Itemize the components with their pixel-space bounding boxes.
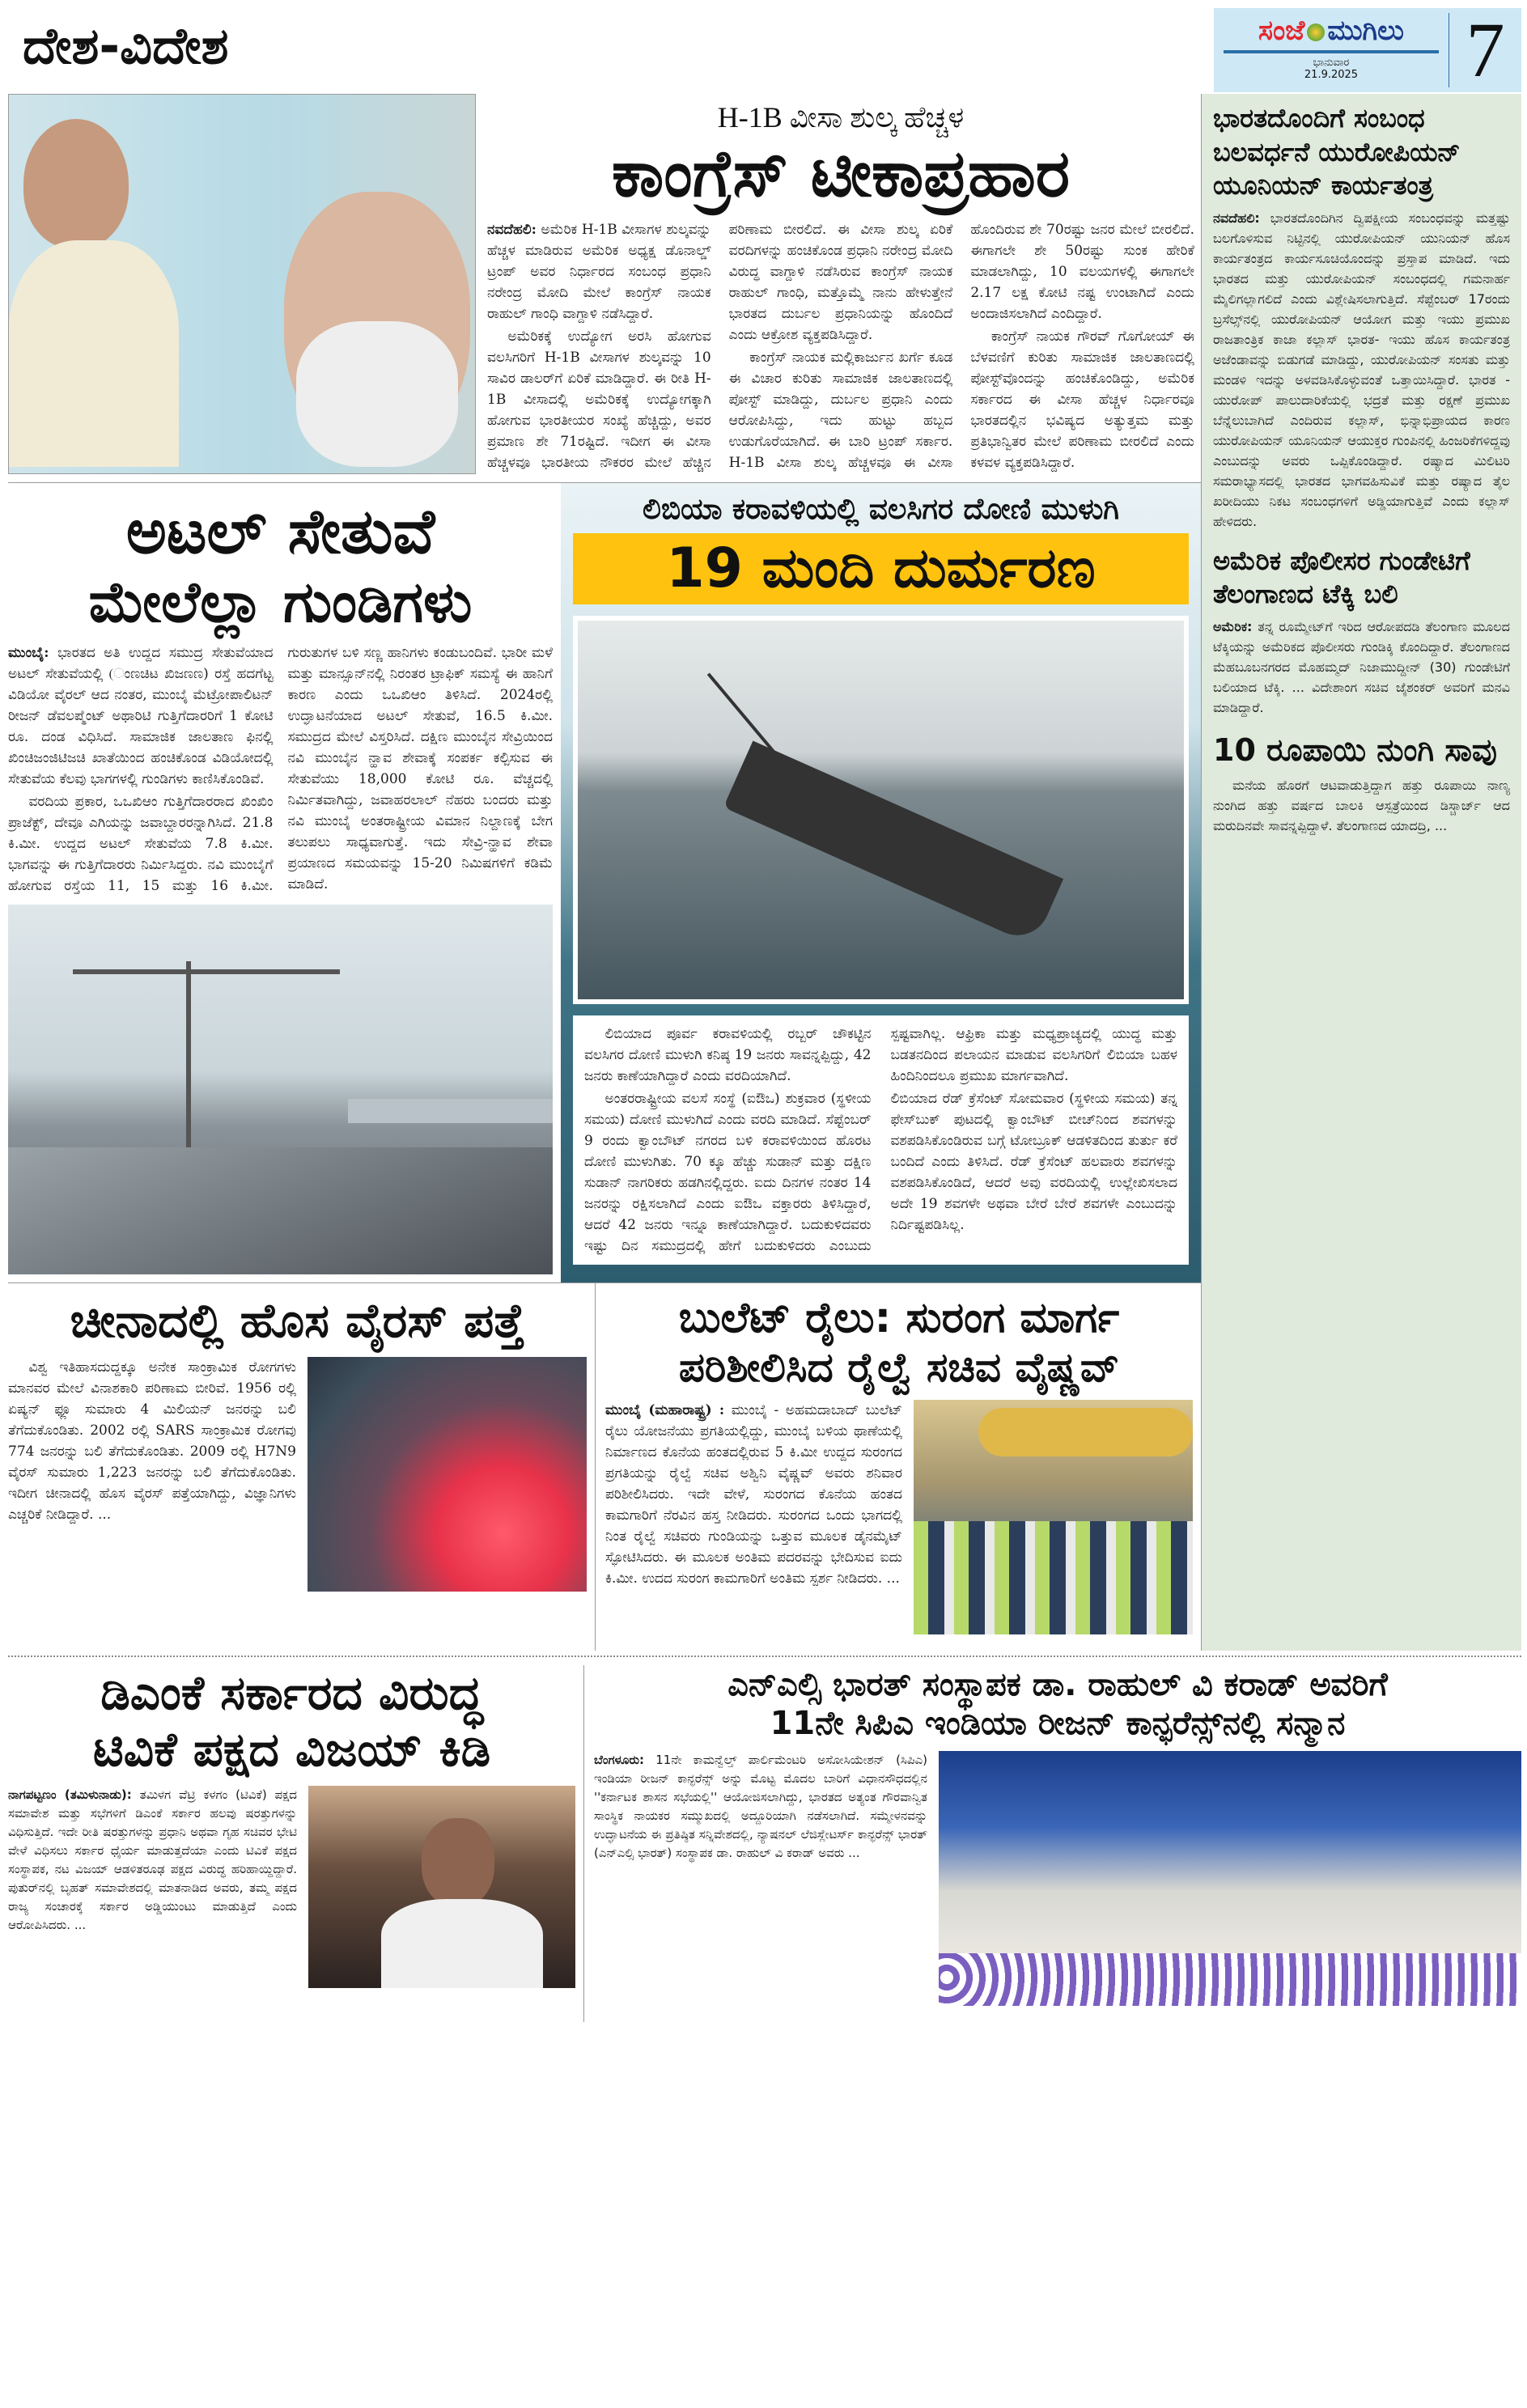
sinking-ship-photo [573,616,1189,1004]
libya-body [573,1015,1189,1265]
atal-bridge-photo [8,905,553,1274]
cpa-conference-photo [939,1751,1521,2006]
masthead-name: ಮುಗಿಲು [1327,15,1404,47]
karad-article [584,1665,1521,2022]
masthead-day: ಭಾನುವಾರ [1313,57,1350,69]
karad-text: 11ನೇ ಕಾಮನ್ವೆಲ್ತ್ ಪಾರ್ಲಿಮೆಂಟರಿ ಅಸೋಸಿಯೇಶನ್ (ಸಿಪಿಎ) ಇಂಡಿಯಾ ರೀಜನ್ ಕಾನ್ಫರೆನ್ಸ್ ಅನ್ನು ಮೊಟ್ಟ ಮೊದಲ ಬಾರಿಗೆ ವಿಧಾನಸೌಧದಲ್ಲಿನ ''ಕರ್ನಾಟಕ ಶಾಸನ ಸಭೆಯಲ್ಲಿ'' ಆಯೋಜಿಸಲಾಗಿದ್ದು, ಭಾರತದ ಅತ್ಯಂತ ಗೌರವಾನ್ವಿತ ಸಾಂಸ್ಥಿಕ ನಾಯಕರ ಸಮ್ಮುಖದಲ್ಲಿ ಅದ್ದೂರಿಯಾಗಿ ನಡೆಸಲಾಗಿದೆ. ಸಮ್ಮೇಳನವನ್ನು ಉದ್ಘಾಟನೆಯ ಈ ಪ್ರತಿಷ್ಠಿತ ಸನ್ನಿವೇಶದಲ್ಲಿ, ನ್ಯಾಷನಲ್ ಲೆಜಿಸ್ಲೇಟರ್ಸ್ ಕಾನ್ಫರೆನ್ಸ್ ಭಾರತ್ (ಎನ್‌ಎಲ್ಸಿ ಭಾರತ್) ಸಂಸ್ಥಾಪಕ ಡಾ. ರಾಹುಲ್ ವಿ ಕರಾಡ್ ಅವರು ... [594,1753,927,1861]
masthead-date: 21.9.2025 [1304,69,1359,81]
dmk-headline-line2: ಟಿವಿಕೆ ಪಕ್ಷದ ವಿಜಯ್ ಕಿಡಿ [92,1721,491,1777]
dmk-article [8,1665,584,2022]
masthead [1214,8,1521,92]
karad-headline-line2: 11ನೇ ಸಿಪಿಎ ಇಂಡಿಯಾ ರೀಜನ್ ಕಾನ್ಫರೆನ್ಸ್‌ನಲ್ಲಿ ಸನ್ಮಾನ [770,1705,1346,1743]
sun-logo-icon [1307,23,1325,41]
bullet-headline-line2: ಪರಿಶೀಲಿಸಿದ ರೈಲ್ವೆ ಸಚಿವ ವೈಷ್ಣವ್ [678,1344,1120,1392]
atal-para: ಭಾರತದ ಅತಿ ಉದ್ದದ ಸಮುದ್ರ ಸೇತುವೆಯಾದ ಅಟಲ್ ಸೇತುವೆಯಲ್ಲಿ (ಂಣಚಿಟ ಖಿಜಣಣ) ರಸ್ತೆ ಹದಗೆಟ್ಟ ವಿಡಿಯೋ ವೈರಲ್ ಆದ ನಂತರ, ಮುಂಬೈ ಮೆಟ್ರೋಪಾಲಿಟನ್ ರೀಜನ್ ಡೆವಲಪ್ಮೆಂಟ್ ಅಥಾರಿಟಿ ಗುತ್ತಿಗೆದಾರರಿಗೆ 1 ಕೋಟಿ ರೂ. ದಂಡ ವಿಧಿಸಿದೆ. ಸಾಮಾಜಿಕ ಜಾಲತಾಣ ಫಿನಲ್ಲಿ ಖಿಂಚಿಜಂಜಿಟಿಜಚಿ ಖಾತೆಯಿಂದ ಹಂಚಿಕೊಂಡ ವಿಡಿಯೋದಲ್ಲಿ ಸೇತುವೆಯ ಕೆಲವು ಭಾಗಗಳಲ್ಲಿ ಗುಂಡಿಗಳು ಕಾಣಿಸಿಕೊಂಡಿವೆ. [8,644,274,787]
libya-para: ಅಂತರರಾಷ್ಟ್ರೀಯ ವಲಸೆ ಸಂಸ್ಥೆ (ಐಔಒ) ಶುಕ್ರವಾರ (ಸ್ಥಳೀಯ ಸಮಯ) ದೋಣಿ ಮುಳುಗಿದೆ ಎಂದು ವರದಿ ಮಾಡಿದೆ. ಸೆಪ್ಟೆಂಬರ್ 9 ರಂದು ಕ್ವಾಂಬೌಟ್ ನಗರದ ಬಳಿ ಕರಾವಳಿಯಿಂದ ಹೊರಟ ದೋಣಿ ಮುಳುಗಿತು. 70 ಕ್ಕೂ ಹೆಚ್ಚು ಸುಡಾನ್ ಮತ್ತು ದಕ್ಷಿಣ ಸುಡಾನ್ ನಾಗರಿಕರು ಹಡಗಿನಲ್ಲಿದ್ದರು. ಐದು ದಿನಗಳ ನಂತರ 14 ಜನರನ್ನು ರಕ್ಷಿಸಲಾಗಿದೆ ಎಂದು ಐಔಒ ವಕ್ತಾರರು ತಿಳಿಸಿದ್ದಾರೆ, ಆದರೆ 42 ಜನರು ಇನ್ನೂ ಕಾಣೆಯಾಗಿದ್ದಾರೆ. ಬದುಕುಳಿದವರು ಇಷ್ಟು ದಿನ ಸಮುದ್ರದಲ್ಲಿ ಹೇಗೆ ಬದುಕುಳಿದರು ಎಂಬುದು ಸ್ಪಷ್ಟವಾಗಿಲ್ಲ. ಆಫ್ರಿಕಾ ಮತ್ತು ಮಧ್ಯಪ್ರಾಚ್ಯದಲ್ಲಿ ಯುದ್ಧ ಮತ್ತು ಬಡತನದಿಂದ ಪಲಾಯನ ಮಾಡುವ ವಲಸಿಗರಿಗೆ ಲಿಬಿಯಾ ಬಹಳ ಹಿಂದಿನಿಂದಲೂ ಪ್ರಮುಖ ಮಾರ್ಗವಾಗಿದೆ. [584,1026,1177,1255]
coin-body: ಮನೆಯ ಹೊರಗೆ ಆಟವಾಡುತ್ತಿದ್ದಾಗ ಹತ್ತು ರೂಪಾಯಿ ನಾಣ್ಯ ನುಂಗಿದ ಹತ್ತು ವರ್ಷದ ಬಾಲಕಿ ಆಸ್ಪತ್ರೆಯಿಂದ ಡಿಸ್ಚಾರ್ಜ್ ಆದ ಮರುದಿನವೇ ಸಾವನ್ನಪ್ಪಿದ್ದಾಳೆ. ತೆಲಂಗಾಣದ ಯಾದದ್ರಿ, ... [1213,778,1510,834]
h1b-dateline: ನವದೆಹಲಿ: [487,222,537,238]
h1b-para: ಅಮೆರಿಕ H-1B ವೀಸಾಗಳ ಶುಲ್ಕವನ್ನು ಹೆಚ್ಚಳ ಮಾಡಿರುವ ಅಮೆರಿಕ ಅಧ್ಯಕ್ಷ ಡೊನಾಲ್ಡ್ ಟ್ರಂಪ್ ಅವರ ನಿರ್ಧಾರದ ಸಂಬಂಧ ಪ್ರಧಾನಿ ನರೇಂದ್ರ ಮೋದಿ ಮೇಲೆ ಕಾಂಗ್ರೆಸ್ ನಾಯಕ ರಾಹುಲ್ ಗಾಂಧಿ ವಾಗ್ದಾಳಿ ನಡೆಸಿದ್ದಾರೆ. [487,222,711,322]
karad-dateline: ಬೆಂಗಳೂರು: [594,1753,645,1768]
page-header [8,0,1521,94]
dmk-headline-line1: ಡಿಎಂಕೆ ಸರ್ಕಾರದ ವಿರುದ್ಧ [100,1665,483,1721]
sidebar [1202,94,1521,1651]
bullet-text: ಮುಂಬೈ - ಅಹಮದಾಬಾದ್ ಬುಲೆಟ್ ರೈಲು ಯೋಜನೆಯು ಪ್ರಗತಿಯಲ್ಲಿದ್ದು, ಮುಂಬೈ ಬಳಿಯ ಥಾಣೆಯಲ್ಲಿ ನಿರ್ಮಾಣದ ಕೊನೆಯ ಹಂತದಲ್ಲಿರುವ 5 ಕಿ.ಮೀ ಉದ್ದದ ಸುರಂಗದ ಪ್ರಗತಿಯನ್ನು ರೈಲ್ವೆ ಸಚಿವ ಅಶ್ವಿನಿ ವೈಷ್ಣವ್ ಅವರು ಶನಿವಾರ ಪರಿಶೀಲಿಸಿದರು. ಇದೇ ವೇಳೆ, ಸುರಂಗದ ಕೊನೆಯ ಹಂತದ ಕಾಮಗಾರಿಗೆ ನೆರವಿನ ಹಸ್ತ ನೀಡಿದರು. ಸುರಂಗದ ಒಂದು ಭಾಗದಲ್ಲಿ ನಿಂತ ರೈಲ್ವೆ ಸಚಿವರು ಗುಂಡಿಯನ್ನು ಒತ್ತುವ ಮೂಲಕ ಡೈನಮೈಟ್ ಸ್ಫೋಟಿಸಿದರು. ಈ ಮೂಲಕ ಅಂತಿಮ ಪದರವನ್ನು ಭೇದಿಸುವ ಐದು ಕಿ.ಮೀ. ಉದದ ಸುರಂಗ ಕಾಮಗಾರಿಗೆ ಅಂತಿಮ ಸ್ಪರ್ಶ ನೀಡಿದರು. ... [605,1402,903,1588]
bullet-dateline: ಮುಂಬೈ (ಮಹಾರಾಷ್ಟ್ರ) : [605,1402,725,1419]
eu-body [1213,208,1510,532]
eu-headline: ಭಾರತದೊಂದಿಗೆ ಸಂಬಂಧ ಬಲವರ್ಧನೆ ಯುರೋಪಿಯನ್ ಯೂನಿಯನ್ ಕಾರ್ಯತಂತ್ರ [1213,103,1461,201]
libya-headline: 19 ಮಂದಿ ದುರ್ಮರಣ [573,533,1189,604]
telangana-text: ತನ್ನ ರೂಮ್ಮೇಟ್‌ಗೆ ಇರಿದ ಆರೋಪದಡಿ ತೆಲಂಗಾಣ ಮೂಲದ ಟೆಕ್ಕಿಯನ್ನು ಅಮೆರಿಕದ ಪೊಲೀಸರು ಗುಂಡಿಕ್ಕಿ ಕೊಂದಿದ್ದಾರೆ. ತೆಲಂಗಾಣದ ಮೆಹಬೂಬನಗರದ ಮೊಹಮ್ಮದ್ ನಿಜಾಮುದ್ದೀನ್ (30) ಗುಂಡೇಟಿಗೆ ಬಲಿಯಾದ ಟೆಕ್ಕಿ. ... ವಿದೇಶಾಂಗ ಸಚಿವ ಜೈಶಂಕರ್ ಅವರಿಗೆ ಮನವಿ ಮಾಡಿದ್ದಾರೆ. [1213,618,1510,715]
karad-headline-line1: ಎನ್‌ಎಲ್ಸಿ ಭಾರತ್ ಸಂಸ್ಥಾಪಕ ಡಾ. ರಾಹುಲ್ ವಿ ಕರಾಡ್ ಅವರಿಗೆ [727,1666,1388,1704]
h1b-article [476,94,1201,474]
libya-para: ಲಿಬಿಯಾದ ಪೂರ್ವ ಕರಾವಳಿಯಲ್ಲಿ ರಬ್ಬರ್ ಚೌಕಟ್ಟಿನ ವಲಸಿಗರ ದೋಣಿ ಮುಳುಗಿ ಕನಿಷ್ಠ 19 ಜನರು ಸಾವನ್ನಪ್ಪಿದ್ದು, 42 ಜನರು ಕಾಣೆಯಾಗಿದ್ದಾರೆ ಎಂದು ವರದಿಯಾಗಿದೆ. [584,1026,872,1085]
tunnel-inspection-photo [914,1400,1193,1634]
page-number: 7 [1465,6,1505,93]
atal-headline-line1: ಅಟಲ್ ಸೇತುವೆ [125,494,435,567]
section-title: ದೇಶ-ವಿದೇಶ [23,16,229,75]
telangana-headline: ಅಮೆರಿಕ ಪೊಲೀಸರ ಗುಂಡೇಟಿಗೆ ತೆಲಂಗಾಣದ ಟೆಕ್ಕಿ ಬಲಿ [1213,545,1470,610]
china-article [8,1283,596,1651]
bullet-article [596,1283,1201,1651]
atal-article [8,483,561,1282]
h1b-body [487,219,1194,474]
atal-para: ವರದಿಯ ಪ್ರಕಾರ, ಒಒಖಿಆಂ ಗುತ್ತಿಗೆದಾರರಾದ ಖಿಂಖಿಂ ಪ್ರಾಜೆಕ್ಟ್, ದೇವೂ ಎಗಿಯನ್ನು ಜವಾಬ್ದಾರರನ್ನಾಗಿಸಿದೆ. 21.8 ಕಿ.ಮೀ. ಉದ್ದದ ಅಟಲ್ ಸೇತುವೆಯ 7.8 ಕಿ.ಮೀ. ಭಾಗವನ್ನು ಈ ಗುತ್ತಿಗೆದಾರರು ನಿರ್ಮಿಸಿದ್ದರು. ನವಿ ಮುಂಬೈಗೆ ಹೋಗುವ ರಸ್ತೆಯ 11, 15 ಮತ್ತು 16 ಕಿ.ಮೀ. ಗುರುತುಗಳ ಬಳಿ ಸಣ್ಣ ಹಾನಿಗಳು ಕಂಡುಬಂದಿವೆ. ಭಾರೀ ಮಳೆ ಮತ್ತು ಮಾನ್ಸೂನ್‌ನಲ್ಲಿ ನಿರಂತರ ಟ್ರಾಫಿಕ್ ಸಮಸ್ಯೆ ಈ ಹಾನಿಗೆ ಕಾರಣ ಎಂದು ಒಒಖಿಆಂ ತಿಳಿಸಿದೆ. 2024ರಲ್ಲಿ ಉದ್ಘಾಟನೆಯಾದ ಅಟಲ್ ಸೇತುವೆ, 16.5 ಕಿ.ಮೀ. ಸಮುದ್ರದ ಮೇಲೆ ವಿಸ್ತರಿಸಿದೆ. ದಕ್ಷಿಣ ಮುಂಬೈನ ಸೇವ್ರಿಯಿಂದ ನವಿ ಮುಂಬೈನ ನ್ಹಾವ ಶೇವಾಕ್ಕೆ ಸಂಪರ್ಕ ಕಲ್ಪಿಸುವ ಈ ಸೇತುವೆಯು 18,000 ಕೋಟಿ ರೂ. ವೆಚ್ಚದಲ್ಲಿ ನಿರ್ಮಿತವಾಗಿದ್ದು, ಜವಾಹರಲಾಲ್ ನೆಹರು ಬಂದರು ಮತ್ತು ನವಿ ಮುಂಬೈ ಅಂತರಾಷ್ಟ್ರೀಯ ವಿಮಾನ ನಿಲ್ದಾಣಕ್ಕೆ ಬೇಗ ತಲುಪಲು ಸಾಧ್ಯವಾಗುತ್ತೆ. ಇದು ಸೇವ್ರಿ-ನ್ಹಾವ ಶೇವಾ ಪ್ರಯಾಣದ ಸಮಯವನ್ನು 15-20 ನಿಮಿಷಗಳಿಗೆ ಕಡಿಮೆ ಮಾಡಿದೆ. [8,644,553,894]
libya-para: ಲಿಬಿಯಾದ ರೆಡ್ ಕ್ರೆಸೆಂಟ್ ಸೋಮವಾರ (ಸ್ಥಳೀಯ ಸಮಯ) ತನ್ನ ಫೇಸ್‌ಬುಕ್ ಪುಟದಲ್ಲಿ ಕ್ವಾಂಬೌಟ್ ಬೀಚ್‌ನಿಂದ ಶವಗಳನ್ನು ವಶಪಡಿಸಿಕೊಂಡಿರುವ ಬಗ್ಗೆ ಟೋಬ್ರೂಕ್ ಆಡಳಿತದಿಂದ ತುರ್ತು ಕರೆ ಬಂದಿದೆ ಎಂದು ತಿಳಿಸಿದೆ. ರೆಡ್ ಕ್ರೆಸೆಂಟ್ ಹಲವಾರು ಶವಗಳನ್ನು ವಶಪಡಿಸಿಕೊಂಡಿದೆ, ಆದರೆ ಅವು ವರದಿಯಲ್ಲಿ ಉಲ್ಲೇಖಿಸಲಾದ ಅದೇ 19 ಶವಗಳೇ ಅಥವಾ ಬೇರೆ ಬೇರೆ ಶವಗಳೇ ಎಂಬುದನ್ನು ನಿರ್ದಿಷ್ಟಪಡಿಸಿಲ್ಲ. [890,1091,1177,1234]
telangana-dateline: ಅಮೆರಿಕ: [1213,618,1253,634]
h1b-para: ಅಮೆರಿಕಕ್ಕೆ ಉದ್ಯೋಗ ಅರಸಿ ಹೋಗುವ ವಲಸಿಗರಿಗೆ H-1B ವೀಸಾಗಳ ಶುಲ್ಕವನ್ನು 10 ಸಾವಿರ ಡಾಲರ್‌ಗೆ ಏರಿಕೆ ಮಾಡಿದ್ದಾರೆ. ಈ ರೀತಿ H-1B ವೀಸಾದಲ್ಲಿ ಅಮೆರಿಕಕ್ಕೆ ಉದ್ಯೋಗಕ್ಕಾಗಿ ಹೋಗುವ ಭಾರತೀಯರ ಸಂಖ್ಯೆ ಹೆಚ್ಚಿದ್ದು, ಅವರ ಪ್ರಮಾಣ ಶೇ 71ರಷ್ಟಿದೆ. ಇದೀಗ ಈ ವೀಸಾ ಹೆಚ್ಚಳವೂ ಭಾರತೀಯ ನೌಕರರ ಮೇಲೆ ಹೆಚ್ಚಿನ ಪರಿಣಾಮ ಬೀರಲಿದೆ. ಈ ವೀಸಾ ಶುಲ್ಕ ಏರಿಕೆ ವರದಿಗಳನ್ನು ಹಂಚಿಕೊಂಡ ಪ್ರಧಾನಿ ನರೇಂದ್ರ ಮೋದಿ ವಿರುದ್ಧ ವಾಗ್ದಾಳಿ ನಡೆಸಿರುವ ಕಾಂಗ್ರೆಸ್ ನಾಯಕ ರಾಹುಲ್ ಗಾಂಧಿ, ಮತ್ತೊಮ್ಮೆ ನಾನು ಹೇಳುತ್ತೇನೆ ಭಾರತದ ದುರ್ಬಲ ಪ್ರಧಾನಿಯನ್ನು ಹೊಂದಿದೆ ಎಂದು ಆಕ್ರೋಶ ವ್ಯಕ್ತಪಡಿಸಿದ್ದಾರೆ. [487,222,953,471]
atal-dateline: ಮುಂಬೈ: [8,644,49,661]
telangana-body [1213,617,1510,718]
h1b-kicker: H-1B ವೀಸಾ ಶುಲ್ಕ ಹೆಚ್ಚಳ [717,101,965,134]
coin-headline: 10 ರೂಪಾಯಿ ನುಂಗಿ ಸಾವು [1213,731,1497,768]
masthead-name-red: ಸಂಜೆ [1258,15,1305,47]
rahul-modi-photo [8,94,476,474]
dmk-dateline: ನಾಗಪಟ್ಟಣಂ (ತಮಿಳುನಾಡು): [8,1787,132,1803]
libya-article [561,483,1201,1282]
vijay-photo [308,1786,575,1988]
eu-text: ಭಾರತದೊಂದಿಗಿನ ದ್ವಿಪಕ್ಷೀಯ ಸಂಬಂಧವನ್ನು ಮತ್ತಷ್ಟು ಬಲಗೊಳಿಸುವ ನಿಟ್ಟಿನಲ್ಲಿ ಯುರೋಪಿಯನ್ ಯುನಿಯನ್ ಹೊಸ ಕಾರ್ಯತಂತ್ರದ ಕಾರ್ಯಸೂಚಿಯೊಂದನ್ನು ಪ್ರಸ್ತಾಪ ಮಾಡಿದೆ. ಇದು ಭಾರತದ ಮತ್ತು ಯುರೋಪಿಯನ್ ಸಂಬಂಧದಲ್ಲಿ ಗಮನಾರ್ಹ ಮೈಲಿಗಲ್ಲಾಗಲಿದೆ ಎಂದು ವಿಶ್ಲೇಷಿಸಲಾಗುತ್ತಿದೆ. ಸೆಪ್ಟೆಂಬರ್ 17ರಂದು ಬ್ರಸೆಲ್ಸ್‌ನಲ್ಲಿ ಯುರೋಪಿಯನ್ ಆಯೋಗ ಮತ್ತು ಇಯು ಪ್ರಮುಖ ರಾಜತಾಂತ್ರಿಕ ಕಾಜಾ ಕಲ್ಲಾಸ್ ಭಾರತ- ಇಯು ಹೊಸ ಕಾರ್ಯತಂತ್ರ ಅಜೆಂಡಾವನ್ನು ಬಿಡುಗಡೆ ಮಾಡಿದ್ದು, ಯುರೋಪಿಯನ್ ಸಂಸತು ಮತ್ತು ಮಂಡಳಿ ಇದನ್ನು ಅಳವಡಿಸಿಕೊಳ್ಳುವಂತೆ ಒತ್ತಾಯಿಸಿದ್ದಾರೆ. ಭಾರತ - ಯುರೋಪ್ ಪಾಲುದಾರಿಕೆಯಲ್ಲಿ ಭದ್ರತೆ ಮತ್ತು ರಕ್ಷಣೆ ಪ್ರಮುಖ ಬೆನ್ನೆಲುಬಾಗಿದೆ ಎಂದಿರುವ ಕಲ್ಲಾಸ್, ಭಿನ್ನಾಭಿಪ್ರಾಯದ ಕಾರಣ ಯುರೋಪಿಯನ್ ಯೂನಿಯನ್ ಆಯುಕ್ತರ ಗುಂಪಿನಲ್ಲಿ ಹಿಂಜರಿಕೆಗಳಿದ್ದವು ಎಂಬುದನ್ನು ಅವರು ಒಪ್ಪಿಕೊಂಡಿದ್ದಾರೆ. ರಷ್ಯಾದ ಮಿಲಿಟರಿ ಸಮರಾಭ್ಯಾಸದಲ್ಲಿ ಭಾರತದ ಭಾಗವಹಿಸುವಿಕೆ ಮತ್ತು ರಷ್ಯಾದ ತೈಲ ಖರೀದಿಯು ನಿಕಟ ಸಂಬಂಧಗಳಿಗೆ ಅಡ್ಡಿಯಾಗುತ್ತಿವೆ ಎಂದು ಕಲ್ಲಾಸ್ ಹೇಳಿದರು. [1213,210,1510,529]
china-headline: ಚೀನಾದಲ್ಲಿ ಹೊಸ ವೈರಸ್ ಪತ್ತೆ [70,1292,525,1348]
dmk-text: ತಮಿಳಗ ವೆಟ್ರಿ ಕಳಗಂ (ಟಿವಿಕೆ) ಪಕ್ಷದ ಸಮಾವೇಶ ಮತ್ತು ಸಭೆಗಳಿಗೆ ಡಿಎಂಕೆ ಸರ್ಕಾರ ಹಲವು ಷರತ್ತುಗಳನ್ನು ವಿಧಿಸುತ್ತಿದೆ. ಇದೇ ರೀತಿ ಷರತ್ತುಗಳನ್ನು ಪ್ರಧಾನಿ ಅಥವಾ ಗೃಹ ಸಚಿವರ ಭೇಟಿ ವೇಳೆ ವಿಧಿಸಲು ಸರ್ಕಾರ ಧೈರ್ಯ ಮಾಡುತ್ತದೆಯಾ ಎಂದು ಟಿವಿಕೆ ಪಕ್ಷದ ಸಂಸ್ಥಾಪಕ, ನಟ ವಿಜಯ್ ಆಡಳಿತರೂಢ ಪಕ್ಷದ ವಿರುದ್ಧ ಹರಿಹಾಯ್ದಿದ್ದಾರೆ. ಪುತುರ್‌ನಲ್ಲಿ ಬೃಹತ್ ಸಮಾವೇಶದಲ್ಲಿ ಮಾತನಾಡಿದ ಅವರು, ತಮ್ಮ ಪಕ್ಷದ ರಾಜ್ಯ ಸಂಚಾರಕ್ಕೆ ಸರ್ಕಾರ ಅಡ್ಡಿಯುಂಟು ಮಾಡುತ್ತಿದೆ ಎಂದು ಆರೋಪಿಸಿದರು. ... [8,1787,297,1933]
eu-dateline: ನವದೆಹಲಿ: [1213,210,1260,226]
h1b-headline: ಕಾಂಗ್ರೆಸ್ ಟೀಕಾಪ್ರಹಾರ [611,136,1071,211]
h1b-para: ಕಾಂಗ್ರೆಸ್ ನಾಯಕ ಗೌರವ್ ಗೊಗೋಯ್ ಈ ಬೆಳವಣಿಗೆ ಕುರಿತು ಸಾಮಾಜಿಕ ಜಾಲತಾಣದಲ್ಲಿ ಪೋಸ್ಟ್‌ವೊಂದನ್ನು ಹಂಚಿಕೊಂಡಿದ್ದು, ಅಮೆರಿಕ ಸರ್ಕಾರದ ಈ ವೀಸಾ ಹೆಚ್ಚಳ ನಿರ್ಧಾರವೂ ಭಾರತದಲ್ಲಿನ ಭವಿಷ್ಯದ ಅತ್ಯುತ್ತಮ ಮತ್ತು ಪ್ರತಿಭಾನ್ವಿತರ ಮೇಲೆ ಪರಿಣಾಮ ಬೀರಲಿದೆ ಎಂದು ಕಳವಳ ವ್ಯಕ್ತಪಡಿಸಿದ್ದಾರೆ. [970,329,1194,471]
atal-headline-line2: ಮೇಲೆಲ್ಲಾ ಗುಂಡಿಗಳು [88,568,473,635]
china-body: ವಿಶ್ವ ಇತಿಹಾಸದುದ್ದಕ್ಕೂ ಅನೇಕ ಸಾಂಕ್ರಾಮಿಕ ರೋಗಗಳು ಮಾನವರ ಮೇಲೆ ವಿನಾಶಕಾರಿ ಪರಿಣಾಮ ಬೀರಿವೆ. 1956 ರಲ್ಲಿ ಏಷ್ಯನ್ ಫ್ಲೂ ಸುಮಾರು 4 ಮಿಲಿಯನ್ ಜನರನ್ನು ಬಲಿ ತೆಗೆದುಕೊಂಡಿತು. 2002 ರಲ್ಲಿ SARS ಸಾಂಕ್ರಾಮಿಕ ರೋಗವು 774 ಜನರನ್ನು ಬಲಿ ತೆಗೆದುಕೊಂಡಿತು. 2009 ರಲ್ಲಿ H7N9 ವೈರಸ್ ಸುಮಾರು 1,223 ಜನರನ್ನು ಬಲಿ ತೆಗೆದುಕೊಂಡಿತು. ಇದೀಗ ಚೀನಾದಲ್ಲಿ ಹೊಸ ವೈರಸ್ ಪತ್ತೆಯಾಗಿದ್ದು, ವಿಜ್ಞಾನಿಗಳು ಎಚ್ಚರಿಕೆ ನೀಡಿದ್ದಾರೆ. ... [8,1359,296,1524]
h1b-para: ಕಾಂಗ್ರೆಸ್ ನಾಯಕ ಮಲ್ಲಿಕಾರ್ಜುನ ಖರ್ಗೆ ಕೂಡ ಈ ವಿಚಾರ ಕುರಿತು ಸಾಮಾಜಿಕ ಜಾಲತಾಣದಲ್ಲಿ ಪೋಸ್ಟ್ ಮಾಡಿದ್ದು, ದುರ್ಬಲ ಪ್ರಧಾನಿ ಎಂದು ಆರೋಪಿಸಿದ್ದು, ಇದು ಹುಟ್ಟು ಹಬ್ಬದ ಉಡುಗೊರೆಯಾಗಿದೆ. ಈ ಬಾರಿ ಟ್ರಂಪ್ ಸರ್ಕಾರ. H-1B ವೀಸಾ ಶುಲ್ಕ ಹೆಚ್ಚಳವೂ ಈ ವೀಸಾ ಹೊಂದಿರುವ ಶೇ 70ರಷ್ಟು ಜನರ ಮೇಲೆ ಬೀರಲಿದೆ. ಈಗಾಗಲೇ ಶೇ 50ರಷ್ಟು ಸುಂಕ ಹೇರಿಕೆ ಮಾಡಲಾಗಿದ್ದು, 10 ವಲಯಗಳಲ್ಲಿ ಈಗಾಗಲೇ 2.17 ಲಕ್ಷ ಕೋಟಿ ನಷ್ಟ ಉಂಟಾಗಿದೆ ಎಂದು ಅಂದಾಜಿಸಲಾಗಿದೆ ಎಂದಿದ್ದಾರೆ. [728,222,1194,471]
atal-body [8,642,553,897]
bullet-headline-line1: ಬುಲೆಟ್ ರೈಲು: ಸುರಂಗ ಮಾರ್ಗ [678,1293,1120,1342]
virus-photo [308,1357,587,1592]
libya-kicker: ಲಿಬಿಯಾ ಕರಾವಳಿಯಲ್ಲಿ ವಲಸಿಗರ ದೋಣಿ ಮುಳುಗಿ [643,492,1119,526]
